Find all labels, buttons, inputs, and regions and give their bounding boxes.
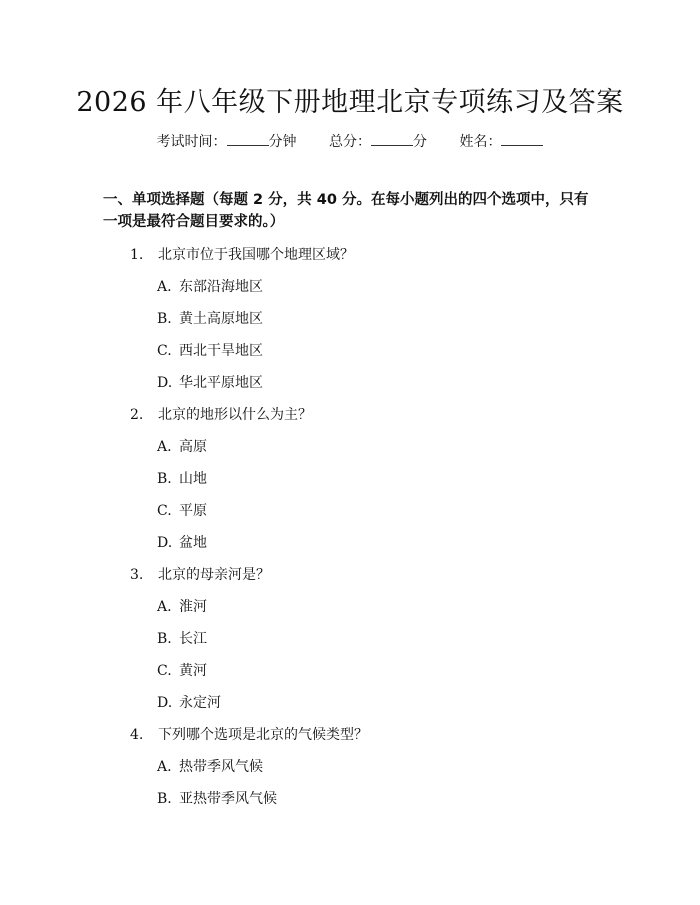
option-text: 亚热带季风气候: [179, 791, 277, 807]
option-letter: A.: [157, 599, 172, 615]
option-item: [0, 692, 700, 724]
option-letter: B.: [157, 471, 172, 487]
option-text: 盆地: [179, 535, 207, 551]
time-blank: [227, 133, 269, 146]
option-letter: A.: [157, 439, 172, 455]
question-text: 北京市位于我国哪个地理区域？: [158, 247, 354, 263]
option-letter: A.: [157, 759, 172, 775]
question-4: [0, 724, 700, 756]
option-item: [0, 308, 700, 340]
question-number: 1.: [130, 247, 144, 263]
option-item: [0, 788, 700, 820]
score-label: 总分：: [329, 134, 371, 150]
name-label: 姓名：: [459, 134, 502, 150]
student-name: [459, 131, 543, 151]
time-label: 考试时间：: [156, 134, 227, 150]
option-letter: C.: [157, 503, 172, 519]
option-text: 永定河: [179, 695, 221, 711]
option-item: [0, 628, 700, 660]
option-letter: B.: [157, 311, 172, 327]
exam-meta: [0, 131, 700, 151]
option-letter: C.: [157, 663, 172, 679]
score-unit: 分: [413, 134, 427, 150]
option-text: 西北干旱地区: [179, 343, 263, 359]
option-letter: B.: [157, 791, 172, 807]
option-text: 淮河: [179, 599, 207, 615]
question-number: 2.: [130, 407, 144, 423]
question-3: [0, 564, 700, 596]
option-letter: C.: [157, 343, 172, 359]
option-item: [0, 532, 700, 564]
option-letter: D.: [157, 375, 173, 391]
option-text: 黄河: [179, 663, 207, 679]
score-blank: [371, 133, 413, 146]
option-item: [0, 340, 700, 372]
option-item: [0, 372, 700, 404]
option-text: 东部沿海地区: [179, 279, 263, 295]
question-text: 下列哪个选项是北京的气候类型？: [158, 727, 368, 743]
option-text: 长江: [179, 631, 207, 647]
option-item: [0, 468, 700, 500]
option-item: [0, 660, 700, 692]
option-text: 平原: [179, 503, 207, 519]
exam-time: [157, 131, 297, 151]
time-unit: 分钟: [268, 134, 297, 150]
option-letter: A.: [157, 279, 172, 295]
option-text: 黄土高原地区: [179, 311, 263, 327]
question-text: 北京的母亲河是？: [158, 567, 270, 583]
option-text: 山地: [179, 471, 207, 487]
option-item: [0, 500, 700, 532]
question-text: 北京的地形以什么为主？: [158, 407, 312, 423]
total-score: [329, 131, 427, 151]
option-item: [0, 756, 700, 788]
option-letter: D.: [157, 535, 173, 551]
question-number: 3.: [130, 567, 144, 583]
option-item: [0, 436, 700, 468]
page-title: 2026 年八年级下册地理北京专项练习及答案: [76, 87, 624, 118]
question-number: 4.: [130, 727, 144, 743]
question-2: [0, 404, 700, 436]
option-item: [0, 596, 700, 628]
question-1: [0, 244, 700, 276]
name-blank: [501, 133, 543, 146]
option-letter: D.: [157, 695, 173, 711]
section-heading: 一、单项选择题（每题 2 分，共 40 分。在每小题列出的四个选项中，只有一项是最符合题目要求的。）: [103, 192, 589, 230]
option-text: 华北平原地区: [179, 375, 263, 391]
question-list: [0, 244, 700, 820]
option-item: [0, 276, 700, 308]
option-text: 热带季风气候: [179, 759, 263, 775]
option-text: 高原: [179, 439, 207, 455]
option-letter: B.: [157, 631, 172, 647]
